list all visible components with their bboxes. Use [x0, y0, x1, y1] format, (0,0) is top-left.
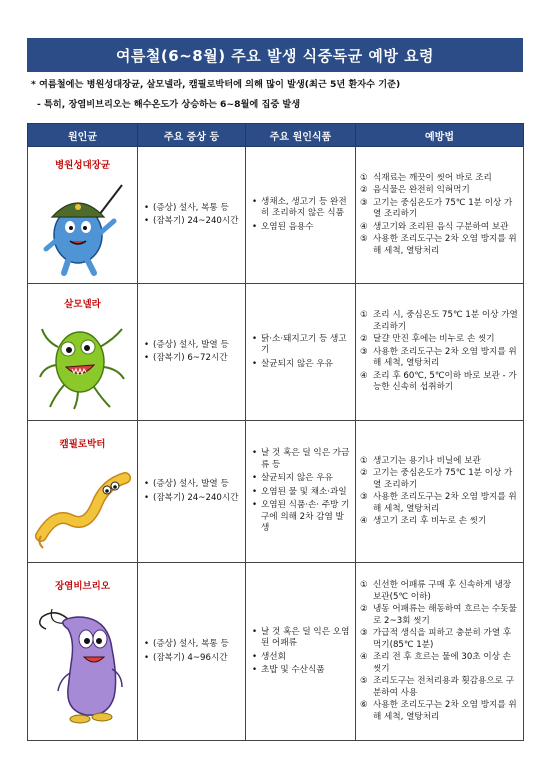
food-item: • 날 것 혹은 덜 익은 가금류 등 — [252, 448, 351, 471]
symptom-item: • (증상) 설사, 복통 등 — [144, 203, 241, 215]
table-row — [28, 421, 524, 563]
pathogen-cell — [28, 563, 138, 741]
symptoms-cell — [138, 563, 246, 741]
prevention-item: ⑤ 사용한 조리도구는 2차 오염 방지를 위해 세척, 열탕처리 — [360, 234, 517, 256]
symptom-item: • (증상) 설사, 복통 등 — [144, 639, 241, 651]
pathogen-cell — [28, 421, 138, 563]
prevention-item: ④ 조리 전 후 흐르는 물에 30초 이상 손 씻기 — [360, 652, 511, 674]
food-item: • 생채소, 생고기 등 완전히 조리하지 않은 식품 — [252, 197, 351, 220]
food-item: • 살균되지 않은 우유 — [252, 473, 351, 485]
symptom-item: • (잠복기) 24~240시간 — [144, 493, 241, 505]
foods-cell — [246, 147, 356, 284]
prevention-item: ④ 생고기와 조리된 음식 구분하여 보관 — [360, 221, 509, 232]
table-header-row — [28, 124, 524, 147]
food-item: • 생선회 — [252, 652, 351, 664]
foods-cell — [246, 563, 356, 741]
note-line: * 여름철에는 병원성대장균, 살모넬라, 캠필로박터에 의해 많이 발생(최근 5년 환자수 기준) — [31, 79, 401, 90]
table-row — [28, 563, 524, 741]
prevention-item: ③ 가급적 생식을 피하고 충분히 가열 후 먹기(85℃ 1분) — [360, 628, 512, 650]
prevention-item: ③ 고기는 중심온도가 75℃ 1분 이상 가열 조리하기 — [360, 197, 513, 220]
pathogen-name: 캠필로박터 — [59, 438, 106, 450]
prevention-cell — [356, 284, 524, 421]
symptom-item: • (잠복기) 4~96시간 — [144, 653, 241, 665]
prevention-table — [27, 123, 524, 741]
food-item: • 초밥 및 수산식품 — [252, 665, 351, 677]
header-pathogen: 원인균 — [28, 124, 138, 147]
symptom-item: • (잠복기) 6~72시간 — [144, 353, 241, 365]
symptoms-cell — [138, 421, 246, 563]
prevention-item: ② 음식물은 완전히 익혀먹기 — [360, 185, 470, 196]
prevention-item: ③ 사용한 조리도구는 2차 오염 방지를 위해 세척, 열탕처리 — [360, 492, 517, 514]
prevention-item: ① 생고기는 용기나 비닐에 보관 — [360, 455, 481, 466]
symptom-item: • (증상) 설사, 발열 등 — [144, 340, 241, 352]
prevention-item: ④ 생고기 조리 후 비누로 손 씻기 — [360, 516, 487, 526]
prevention-item: ② 고기는 중심온도가 75℃ 1분 이상 가열 조리하기 — [360, 468, 513, 490]
prevention-cell — [356, 421, 524, 563]
prevention-item: ② 냉동 어패류는 해동하여 흐르는 수돗물로 2~3회 씻기 — [360, 604, 517, 626]
pathogen-name: 병원성대장균 — [54, 159, 111, 171]
table-row — [28, 147, 524, 284]
pathogen-cell — [28, 147, 138, 284]
prevention-item: ④ 조리 후 60℃, 5℃이하 바로 보관 - 가능한 신속히 섭취하기 — [360, 370, 517, 393]
vibrio-mascot-illustration — [38, 599, 128, 729]
food-item: • 오염된 물 및 채소·과일 — [252, 487, 351, 499]
note-line: - 특히, 장염비브리오는 해수온도가 상승하는 6~8월에 집중 발생 — [37, 99, 301, 110]
foods-cell — [246, 421, 356, 563]
prevention-item: ⑥ 사용한 조리도구는 2차 오염 방지를 위해 세척, 열탕처리 — [360, 700, 517, 722]
food-item: • 닭·소·돼지고기 등 생고기 — [252, 334, 351, 357]
prevention-cell — [356, 147, 524, 284]
pathogen-cell — [28, 284, 138, 421]
pathogen-name: 장염비브리오 — [54, 581, 111, 593]
food-item: • 날 것 혹은 덜 익은 오염된 어패류 — [252, 627, 351, 650]
prevention-cell — [356, 563, 524, 741]
header-symptoms: 주요 증상 등 — [138, 124, 246, 147]
symptoms-cell — [138, 284, 246, 421]
foods-cell — [246, 284, 356, 421]
food-item: • 오염된 식품·손· 주방 기구에 의해 2차 감염 발생 — [252, 500, 351, 535]
prevention-item: ① 신선한 어패류 구매 후 신속하게 냉장보관(5℃ 이하) — [360, 580, 512, 602]
prevention-item: ③ 사용한 조리도구는 2차 오염 방지를 위해 세척, 열탕처리 — [360, 346, 517, 369]
symptoms-cell — [138, 147, 246, 284]
pathogen-name: 살모넬라 — [64, 299, 101, 311]
header-prevention: 예방법 — [356, 124, 524, 147]
prevention-item: ⑤ 조리도구는 전처리용과 횟감용으로 구분하여 사용 — [360, 676, 515, 698]
page-title: 여름철(6~8월) 주요 발생 식중독균 예방 요령 — [27, 38, 523, 72]
prevention-item: ① 식재료는 깨끗이 씻어 바로 조리 — [360, 172, 492, 183]
food-item: • 오염된 음용수 — [252, 222, 351, 234]
symptom-item: • (증상) 설사, 발열 등 — [144, 479, 241, 491]
ecoli-mascot-illustration — [38, 177, 128, 277]
table-row — [28, 284, 524, 421]
symptom-item: • (잠복기) 24~240시간 — [144, 216, 241, 228]
campylobacter-mascot-illustration — [35, 456, 131, 551]
salmonella-mascot-illustration — [38, 317, 128, 412]
prevention-item: ① 조리 시, 중심온도 75℃ 1분 이상 가열 조리하기 — [360, 310, 518, 332]
notes — [31, 75, 521, 115]
prevention-item: ② 달걀 만진 후에는 비누로 손 씻기 — [360, 334, 495, 345]
food-item: • 살균되지 않은 우유 — [252, 359, 351, 371]
header-foods: 주요 원인식품 — [246, 124, 356, 147]
